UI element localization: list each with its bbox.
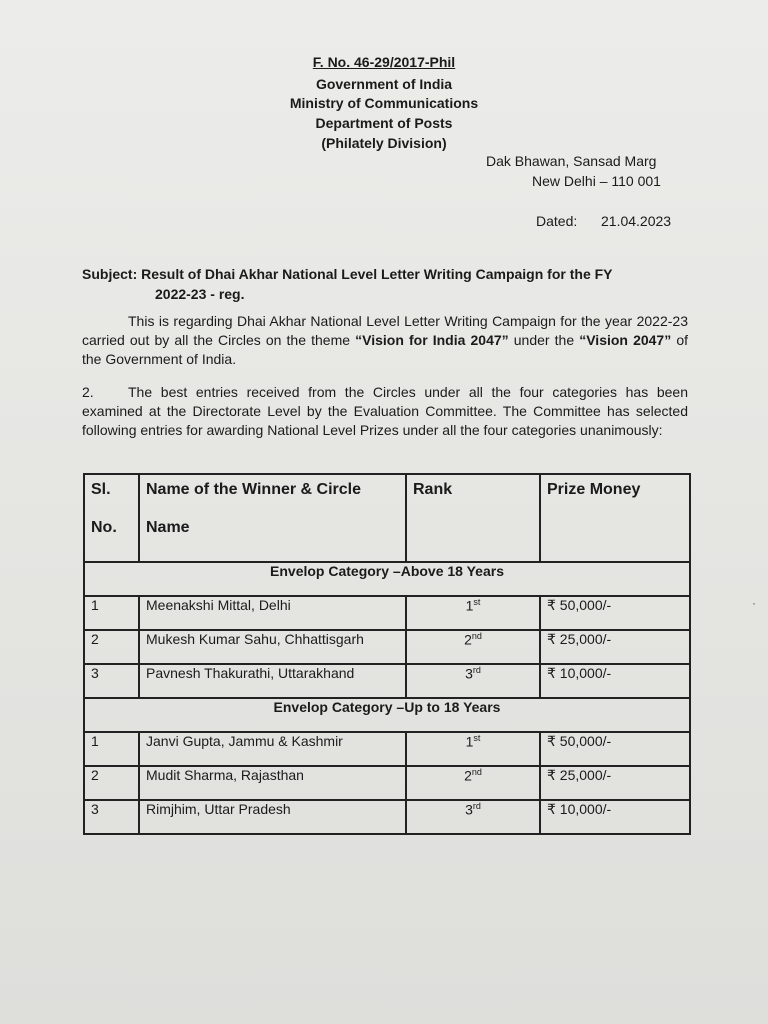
- cell-name: Pavnesh Thakurathi, Uttarakhand: [139, 664, 406, 698]
- cell-name: Mukesh Kumar Sahu, Chhattisgarh: [139, 630, 406, 664]
- para1-text-a: This is regarding Dhai Akhar National Level Letter Writing Campaign for the year 2022-23 carried out by all the Circles on the theme: [82, 313, 688, 348]
- cell-rank: [406, 664, 540, 698]
- cell-prize: ₹ 25,000/-: [540, 630, 690, 664]
- rank-number: 1: [465, 597, 474, 614]
- cell-sl: 1: [84, 732, 139, 766]
- cell-rank: [406, 800, 540, 834]
- category-title: Envelop Category –Up to 18 Years: [84, 698, 690, 732]
- file-number: F. No. 46-29/2017-Phil: [312, 54, 456, 70]
- cell-name: Mudit Sharma, Rajasthan: [139, 766, 406, 800]
- header-department: Department of Posts: [315, 115, 453, 131]
- cell-rank: [406, 596, 540, 630]
- para2-text: The best entries received from the Circles under all the four categories has been examined at the Directorate Level by the Evaluation Committee. The Committee has selected following entries for awarding National Level Prizes under all the four categories unanimously:: [82, 384, 688, 438]
- rank-number: 2: [464, 767, 472, 784]
- cell-sl: 2: [84, 766, 139, 800]
- cell-name: Janvi Gupta, Jammu & Kashmir: [139, 732, 406, 766]
- subject-line-2: 2022-23 - reg.: [155, 286, 245, 302]
- table-row: [84, 596, 690, 630]
- rank-number: 3: [465, 801, 473, 818]
- cell-rank: [406, 732, 540, 766]
- subject-line-1: Subject: Result of Dhai Akhar National Level Letter Writing Campaign for the FY: [82, 266, 613, 282]
- header-ministry: Ministry of Communications: [289, 95, 479, 111]
- cell-rank: [406, 630, 540, 664]
- header-division: (Philately Division): [321, 135, 447, 151]
- header-name-label: Name of the Winner & Circle: [146, 481, 362, 498]
- rank-suffix: nd: [471, 631, 482, 641]
- rank-suffix: rd: [472, 801, 481, 811]
- header-sl-label: Sl.: [91, 481, 111, 498]
- address-line-2: New Delhi – 110 001: [532, 173, 661, 189]
- rank-suffix: rd: [472, 665, 481, 675]
- cell-prize: ₹ 50,000/-: [540, 732, 690, 766]
- paragraph-1: [82, 312, 688, 369]
- para1-theme: “Vision for India 2047”: [355, 332, 509, 348]
- table-row: [84, 732, 690, 766]
- para1-vision: “Vision 2047”: [579, 332, 672, 348]
- results-table: [83, 473, 691, 835]
- para2-number: 2.: [82, 384, 94, 400]
- cell-name: Rimjhim, Uttar Pradesh: [139, 800, 406, 834]
- para1-text-c: under the: [508, 332, 580, 348]
- header-rank: Rank: [406, 474, 540, 562]
- table-row: [84, 766, 690, 800]
- header-name-label-2: Name: [146, 519, 190, 536]
- cell-prize: ₹ 50,000/-: [540, 596, 690, 630]
- address-line-1: Dak Bhawan, Sansad Marg: [486, 153, 657, 169]
- table-row: [84, 800, 690, 834]
- cell-sl: 3: [84, 800, 139, 834]
- cell-sl: 2: [84, 630, 139, 664]
- cell-sl: 3: [84, 664, 139, 698]
- cell-prize: ₹ 10,000/-: [540, 664, 690, 698]
- header-prize: Prize Money: [540, 474, 690, 562]
- cell-name: Meenakshi Mittal, Delhi: [139, 596, 406, 630]
- rank-suffix: st: [473, 733, 481, 743]
- paragraph-2: [82, 383, 688, 440]
- margin-mark: ·: [752, 596, 756, 610]
- category-row: [84, 562, 690, 596]
- header-no-label: No.: [91, 519, 117, 536]
- table-row: [84, 664, 690, 698]
- header-sl-no: [84, 474, 139, 562]
- cell-sl: 1: [84, 596, 139, 630]
- cell-prize: ₹ 25,000/-: [540, 766, 690, 800]
- rank-suffix: nd: [471, 767, 482, 777]
- rank-suffix: st: [473, 597, 481, 607]
- cell-prize: ₹ 10,000/-: [540, 800, 690, 834]
- cell-rank: [406, 766, 540, 800]
- rank-number: 3: [465, 665, 473, 682]
- header-name: [139, 474, 406, 562]
- subject-block: [82, 264, 702, 304]
- dated-label: Dated:: [536, 213, 578, 229]
- table-header-row: [84, 474, 690, 562]
- category-row: [84, 698, 690, 732]
- rank-number: 1: [465, 733, 474, 750]
- table-row: [84, 630, 690, 664]
- para1-text-e: of the Government of India.: [82, 332, 688, 367]
- rank-number: 2: [464, 631, 472, 648]
- dated-value: 21.04.2023: [601, 213, 672, 229]
- header-government: Government of India: [315, 76, 453, 92]
- category-title: Envelop Category –Above 18 Years: [84, 562, 690, 596]
